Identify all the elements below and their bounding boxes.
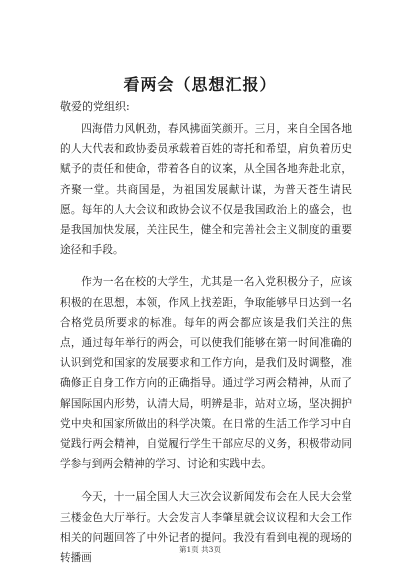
paragraph-2: 作为一名在校的大学生，尤其是一名入党积极分子，应该积极的在思想，本领，作风上找差距，争取能够早日达到一名合格党员所要求的标准。每年的两会都应该是我们关注的焦点，通过每年举行的两会，可以使我们能够在第一时间准确的认识到党和国家的发展要求和工作方向，是我们及时调整，准确修正自身工作方向的正确指导。通过学习两会精神，从而了解国际国内形势，认清大局，明辨是非，站对立场，坚决拥护党中央和国家所做出的科学决策。在日常的生活工作学习中自觉践行两会精神，自觉履行学生干部应尽的义务，积极带动同学参与到两会精神的学习、讨论和实践中去。	[60, 276, 352, 471]
page-number-footer: 第1页 共3页	[179, 545, 221, 554]
paragraph-3: 今天，十一届全国人大三次会议新闻发布会在人民大会堂三楼金色大厅举行。大会发言人李肇星就会议议程和大会工作相关的问题回答了中外记者的提问。我没有看到电视的现场的转播画	[60, 491, 352, 565]
salutation: 敬爱的党组织:	[60, 100, 130, 113]
document-body	[60, 119, 352, 571]
paragraph-1: 四海借力风帆劲，春风拂面笑颜开。三月，来自全国各地的人大代表和政协委员承载着百姓的寄托和希望，肩负着历史赋予的责任和使命，带着各自的议案，从全国各地奔赴北京，齐聚一堂。共商国是，为祖国发展献计谋，为普天苍生请民愿。每年的人大会议和政协会议不仅是我国政治上的盛会，也是我国加快发展，关注民生，健全和完善社会主义制度的重要途径和手段。	[60, 123, 352, 257]
document-title: 看两会（思想汇报）	[123, 75, 277, 94]
